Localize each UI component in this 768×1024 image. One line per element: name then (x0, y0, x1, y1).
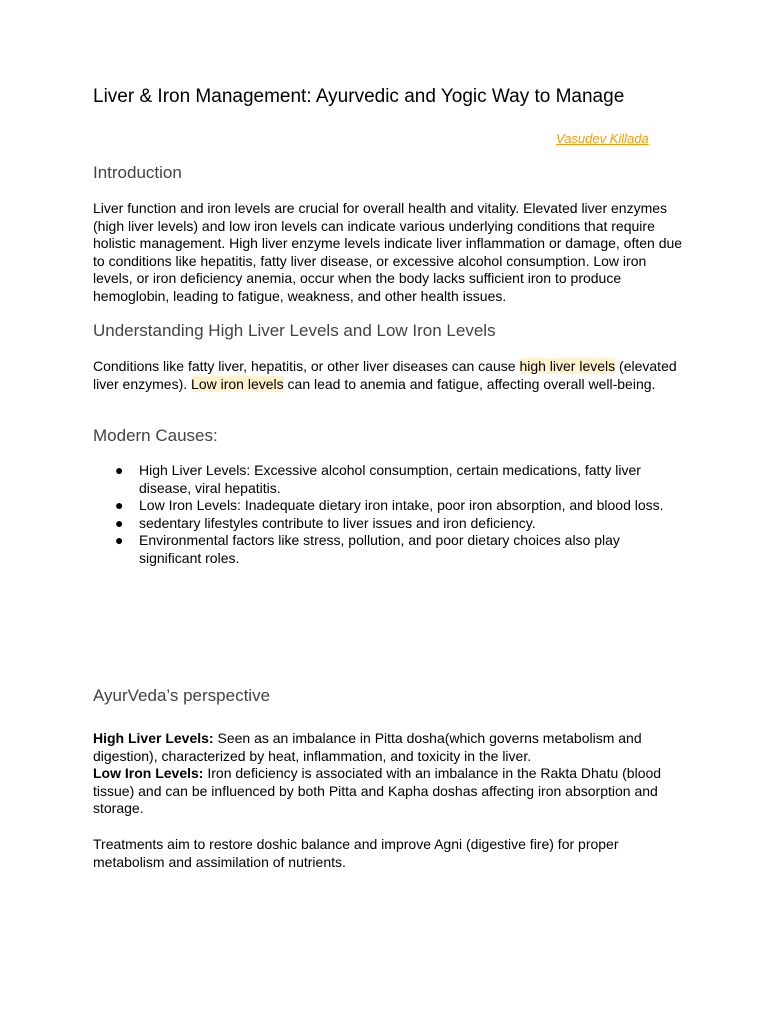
understanding-paragraph (93, 358, 683, 393)
list-item (93, 515, 683, 533)
high-liver-label: High Liver Levels: (93, 730, 214, 746)
heading-understanding: Understanding High Liver Levels and Low Iron Levels (93, 321, 496, 340)
bullet-icon: ● (115, 514, 124, 531)
understanding-text-3: can lead to anemia and fatigue, affecting overall well-being. (283, 375, 656, 392)
understanding-text-1: Conditions like fatty liver, hepatitis, or other liver diseases can cause (93, 358, 520, 374)
high-liver-text: Seen as an imbalance in Pitta dosha(which governs metabolism and digestion), characterized by heat, inflammation, and toxicity in the liver. (93, 730, 642, 764)
understanding-text-2: (elevated liver enzymes). (93, 358, 677, 392)
low-iron-text: Iron deficiency is associated with an imbalance in the Rakta Dhatu (blood tissue) and can be influenced by both Pitta and Kapha doshas affecting iron absorption and storage. (93, 765, 662, 817)
highlight-high-liver-levels: high liver levels (519, 358, 616, 374)
heading-ayurveda-perspective: AyurVeda’s perspective (93, 686, 271, 705)
list-item-text: High Liver Levels: Excessive alcohol consumption, certain medications, fatty liver disease, viral hepatitis. (139, 462, 641, 496)
list-item (93, 532, 683, 567)
list-item (93, 497, 683, 515)
document-title: Liver & Iron Management: Ayurvedic and Yogic Way to Manage (93, 86, 625, 107)
highlight-low-iron-levels: Low iron levels (191, 375, 284, 392)
treatment-paragraph: Treatments aim to restore doshic balance and improve Agni (digestive fire) for proper metabolism and assimilation of nutrients. (93, 836, 619, 870)
bullet-icon: ● (115, 532, 124, 549)
modern-causes-list (93, 462, 683, 568)
ayurveda-paragraph (93, 730, 683, 818)
author-link[interactable]: Vasudev Killada (556, 131, 649, 146)
introduction-paragraph: Liver function and iron levels are crucial for overall health and vitality. Elevated liver enzymes (high liver levels) and low iron levels can indicate various underlying conditions that require holistic management. High liver enzyme levels indicate liver inflammation or damage, often due to conditions like hepatitis, fatty liver disease, or excessive alcohol consumption. Low iron levels, or iron deficiency anemia, occur when the body lacks sufficient iron to produce hemoglobin, leading to fatigue, weakness, and other health issues. (93, 200, 683, 304)
low-iron-label: Low Iron Levels: (93, 765, 204, 782)
list-item-text: sedentary lifestyles contribute to liver issues and iron deficiency. (139, 514, 536, 531)
list-item-text: Low Iron Levels: Inadequate dietary iron intake, poor iron absorption, and blood loss. (139, 497, 664, 514)
bullet-icon: ● (115, 462, 124, 478)
bullet-icon: ● (115, 497, 124, 514)
heading-modern-causes: Modern Causes: (93, 426, 218, 445)
heading-introduction: Introduction (93, 163, 182, 182)
list-item-text: Environmental factors like stress, pollution, and poor dietary choices also play significant roles. (139, 532, 620, 566)
list-item (93, 462, 683, 497)
